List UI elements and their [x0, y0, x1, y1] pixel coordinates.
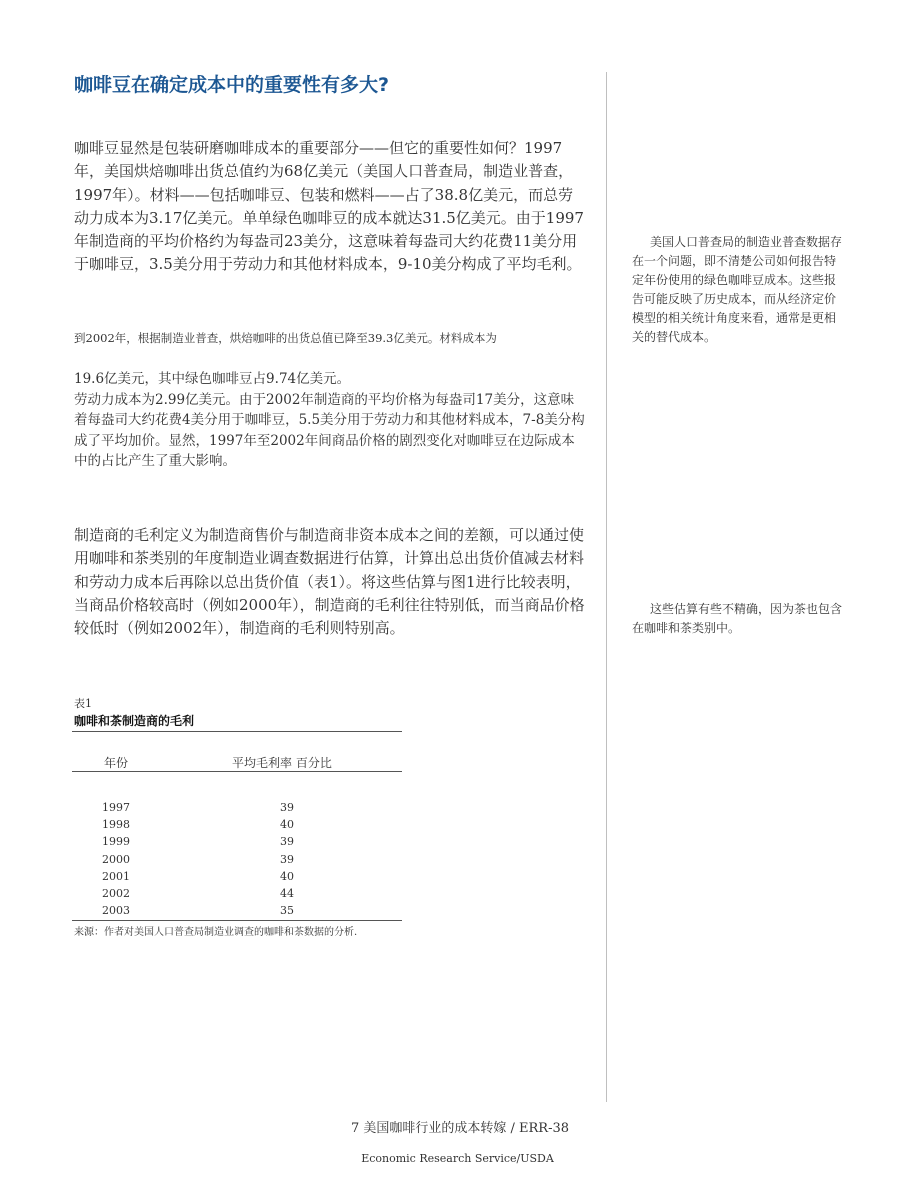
- sidenote-estimate-imprecise: 这些估算有些不精确，因为茶也包含在咖啡和茶类别中。: [632, 602, 843, 635]
- paragraph-2002-rest: 劳动力成本为2.99亿美元。由于2002年制造商的平均价格为每盎司17美分，这意味着每盎司大约花费4美分用于咖啡豆，5.5美分用于劳动力和其他材料成本，7-8美分构成了平均加价。显然，1997年至2002年间商品价格的剧烈变化对咖啡豆在边际成本中的占比产生了重大影响。: [74, 391, 585, 469]
- table-cell-year: 2001: [102, 870, 130, 883]
- table-row: [72, 885, 402, 902]
- table-cell-margin: 40: [280, 818, 294, 831]
- table-cell-margin: 39: [280, 801, 294, 814]
- column-divider: [606, 72, 607, 1102]
- section-heading: 咖啡豆在确定成本中的重要性有多大?: [74, 74, 390, 96]
- table-cell-margin: 44: [280, 887, 294, 900]
- table-row: [72, 902, 402, 919]
- table-cell-year: 2000: [102, 853, 130, 866]
- table-cell-margin: 39: [280, 853, 294, 866]
- page-footer-title: [0, 1120, 920, 1138]
- table-header-rule: [72, 771, 402, 772]
- table-top-rule: [72, 731, 402, 732]
- table-cell-margin: 35: [280, 904, 294, 917]
- table-source-note: 来源：作者对美国人口普查局制造业调查的咖啡和茶数据的分析.: [74, 927, 358, 938]
- table-row: [72, 868, 402, 885]
- table-cell-year: 1997: [102, 801, 130, 814]
- paragraph-2002-intro: 到2002年，根据制造业普查，烘焙咖啡的出货总值已降至39.3亿美元。材料成本为: [74, 331, 497, 345]
- table-row: [72, 799, 402, 816]
- paragraph-2002-line1: 19.6亿美元，其中绿色咖啡豆占9.74亿美元。: [74, 371, 351, 387]
- paragraph-gross-margin: 制造商的毛利定义为制造商售价与制造商非资本成本之间的差额，可以通过使用咖啡和茶类别的年度制造业调查数据进行估算，计算出总出货价值减去材料和劳动力成本后再除以总出货价值（表1）。将这些估算与图1进行比较表明，当商品价格较高时（例如2000年），制造商的毛利往往特别低，而当商品价格较低时（例如2002年），制造商的毛利则特别高。: [74, 526, 585, 638]
- table-header-margin: 平均毛利率 百分比: [232, 756, 332, 770]
- table-label: 表1: [74, 697, 92, 710]
- page-footer-org: Economic Research Service/USDA: [361, 1152, 554, 1165]
- table-bottom-rule: [72, 920, 402, 921]
- table-cell-year: 2003: [102, 904, 130, 917]
- paragraph-2002-details: [74, 369, 586, 472]
- table-row: [72, 833, 402, 850]
- table-title: 咖啡和茶制造商的毛利: [74, 714, 195, 728]
- paragraph-bean-cost-1997: 咖啡豆显然是包装研磨咖啡成本的重要部分——但它的重要性如何？1997年，美国烘焙咖啡出货总值约为68亿美元（美国人口普查局，制造业普查，1997年）。材料——包括咖啡豆、包装和燃料——占了38.8亿美元，而总劳动力成本为3.17亿美元。单单绿色咖啡豆的成本就达31.5亿美元。由于1997年制造商的平均价格约为每盎司23美分，这意味着每盎司大约花费11美分用于咖啡豆，3.5美分用于劳动力和其他材料成本，9-10美分构成了平均毛利。: [74, 139, 584, 274]
- table-header-year: 年份: [104, 756, 129, 770]
- table-cell-year: 1999: [102, 835, 130, 848]
- table-cell-margin: 39: [280, 835, 294, 848]
- table-cell-margin: 40: [280, 870, 294, 883]
- sidenote-census-data: 美国人口普查局的制造业普查数据存在一个问题，即不清楚公司如何报告特定年份使用的绿色咖啡豆成本。这些报告可能反映了历史成本，而从经济定价模型的相关统计角度来看，通常是更相关的替代成本。: [632, 235, 843, 344]
- table-row: [72, 816, 402, 833]
- page-number-title: 7 美国咖啡行业的成本转嫁 / ERR-38: [350, 1121, 570, 1136]
- table-row: [72, 851, 402, 868]
- table-cell-year: 2002: [102, 887, 130, 900]
- table-cell-year: 1998: [102, 818, 130, 831]
